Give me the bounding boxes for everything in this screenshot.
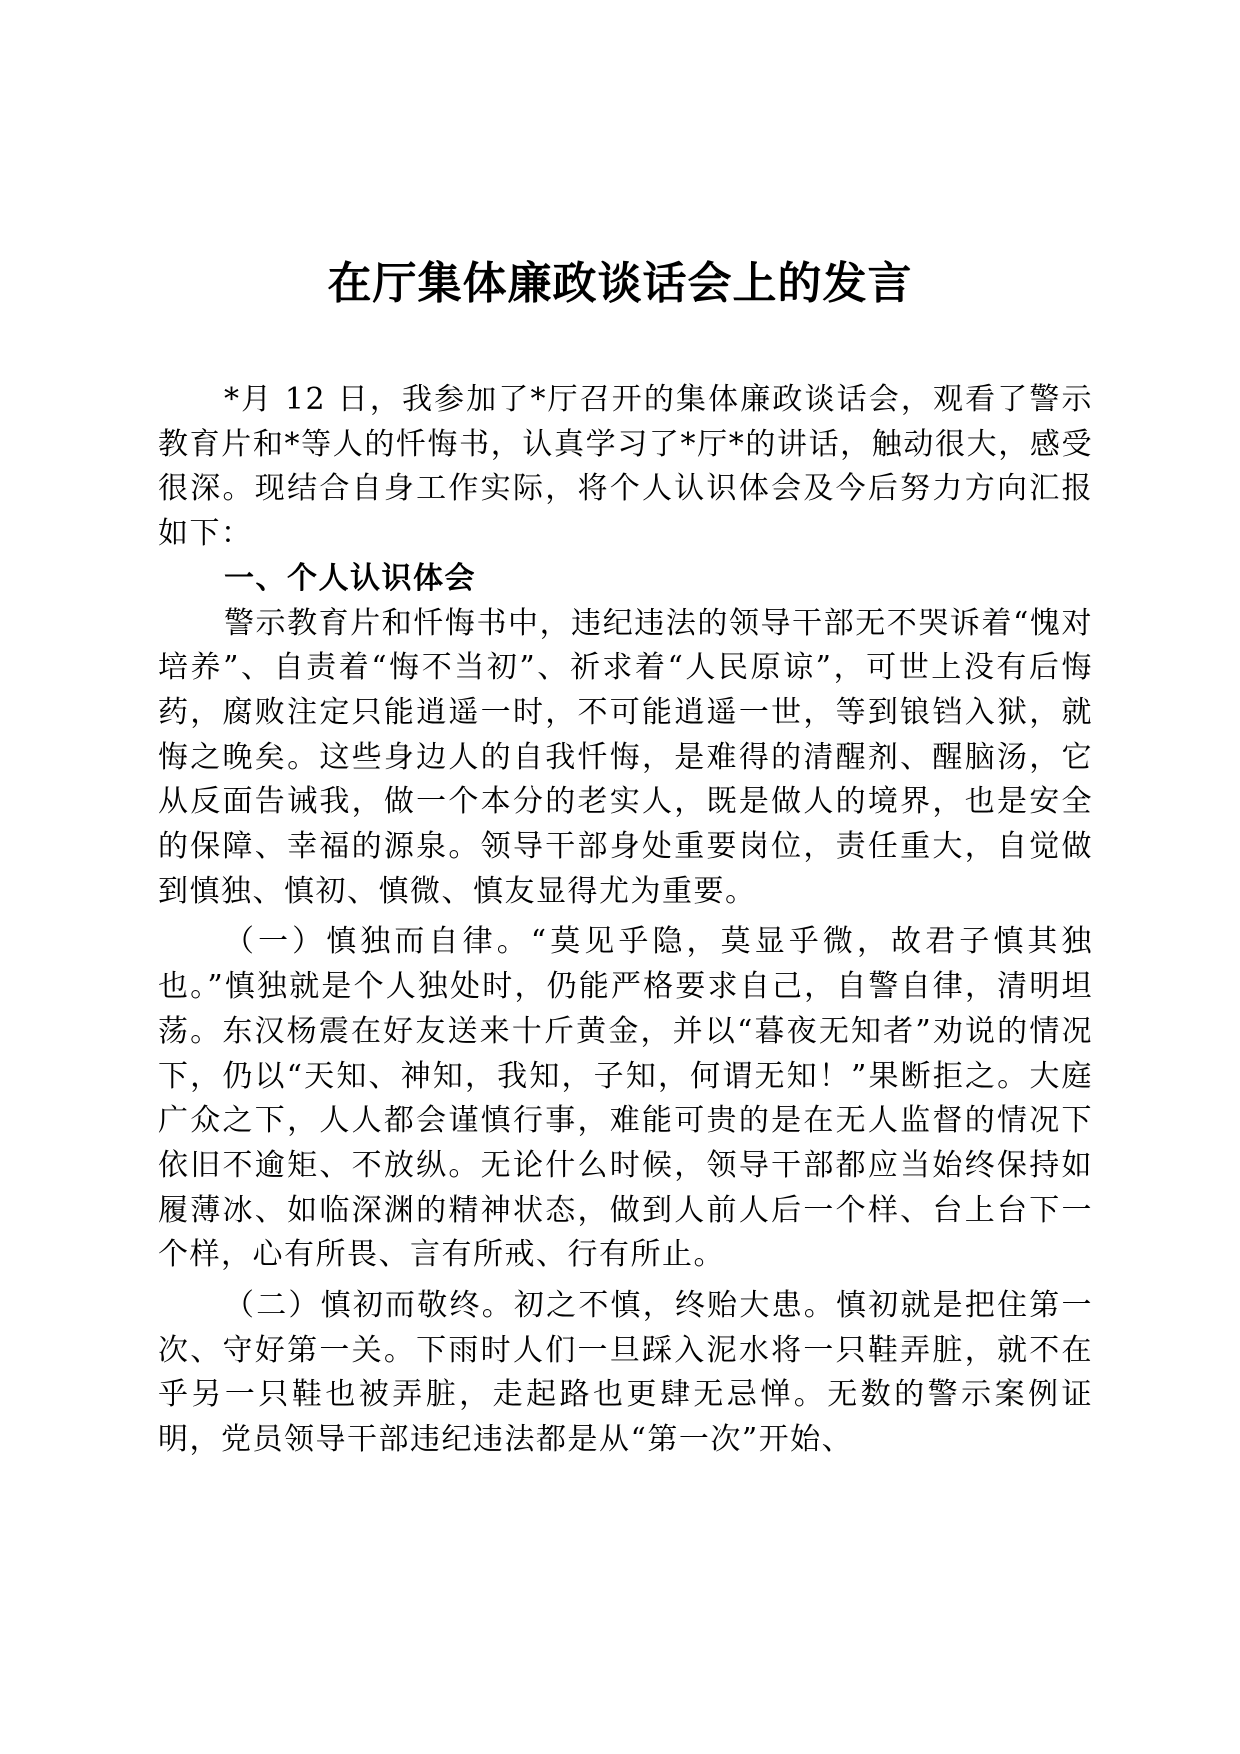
section-heading: 一、个人认识体会 <box>224 560 476 596</box>
document-body <box>158 378 1093 1463</box>
document-title: 在厅集体廉政谈话会上的发言 <box>327 258 913 309</box>
intro-paragraph: *月 12 日，我参加了*厅召开的集体廉政谈话会，观看了警示教育片和*等人的忏悔书，认真学习了*厅*的讲话，触动很大，感受很深。现结合自身工作实际，将个人认识体会及今后努力方向汇报如下： <box>158 382 1093 552</box>
body-paragraph: 警示教育片和忏悔书中，违纪违法的领导干部无不哭诉着“愧对培养”、自责着“悔不当初”、祈求着“人民原谅”，可世上没有后悔药，腐败注定只能逍遥一时，不可能逍遥一世，等到锒铛入狱，就悔之晚矣。这些身边人的自我忏悔，是难得的清醒剂、醒脑汤，它从反面告诫我，做一个本分的老实人，既是做人的境界，也是安全的保障、幸福的源泉。领导干部身处重要岗位，责任重大，自觉做到慎独、慎初、慎微、慎友显得尤为重要。 <box>158 605 1093 909</box>
body-paragraph: （一）慎独而自律。“莫见乎隐，莫显乎微，故君子慎其独也。”慎独就是个人独处时，仍能严格要求自己，自警自律，清明坦荡。东汉杨震在好友送来十斤黄金，并以“暮夜无知者”劝说的情况下，仍以“天知、神知，我知，子知，何谓无知！”果断拒之。大庭广众之下，人人都会谨慎行事，难能可贵的是在无人监督的情况下依旧不逾矩、不放纵。无论什么时候，领导干部都应当始终保持如履薄冰、如临深渊的精神状态，做到人前人后一个样、台上台下一个样，心有所畏、言有所戒、行有所止。 <box>158 924 1093 1273</box>
body-paragraph: （二）慎初而敬终。初之不慎，终贻大患。慎初就是把住第一次、守好第一关。下雨时人们一旦踩入泥水将一只鞋弄脏，就不在乎另一只鞋也被弄脏，走起路也更肆无忌惮。无数的警示案例证明，党员领导干部违纪违法都是从“第一次”开始、 <box>158 1288 1093 1458</box>
